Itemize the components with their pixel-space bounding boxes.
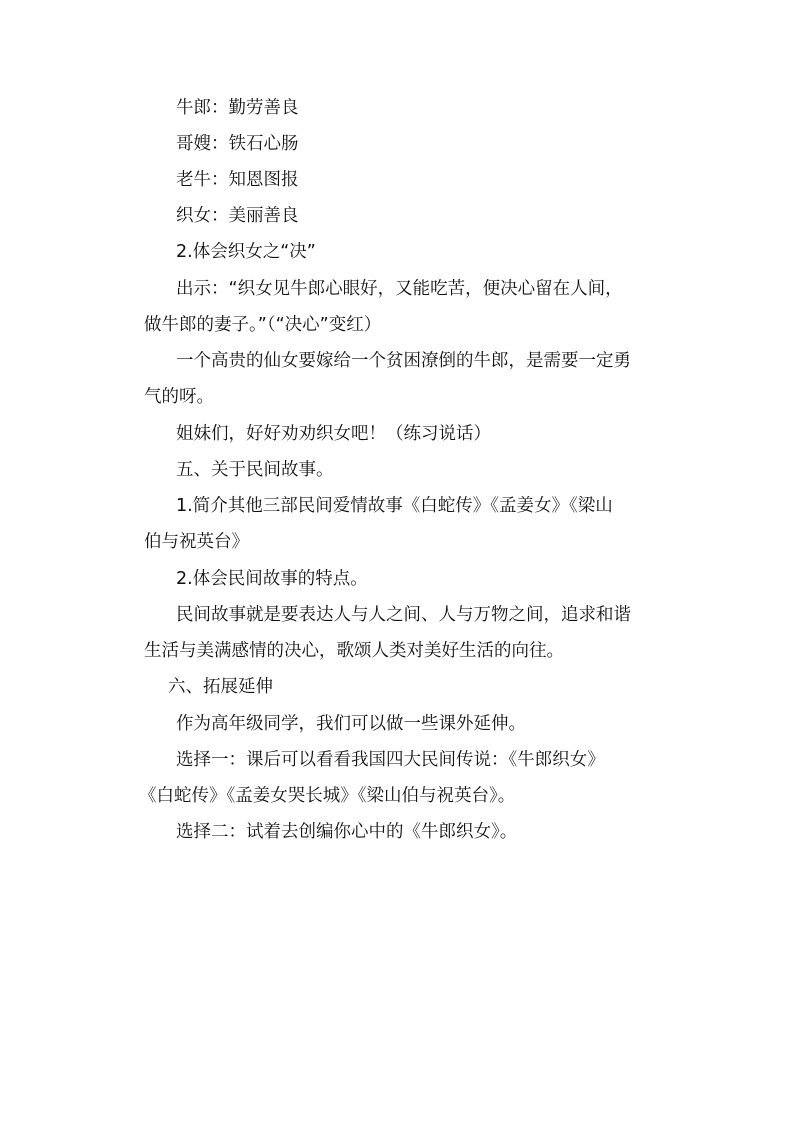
text-line: 姐妹们，好好劝劝织女吧！（练习说话）: [176, 424, 491, 444]
text-line: 2.体会织女之“决”: [176, 242, 316, 262]
text-line: 民间故事就是要表达人与人之间、人与万物之间，追求和谐: [176, 605, 631, 625]
section-heading: 五、关于民间故事。: [176, 460, 334, 480]
text-line: 做牛郎的妻子。”（“决心”变红）: [144, 315, 382, 335]
text-line: 生活与美满感情的决心，歌颂人类对美好生活的向往。: [144, 641, 564, 661]
section-heading: 六、拓展延伸: [168, 677, 273, 697]
text-line: 选择一：课后可以看看我国四大民间传说：《牛郎织女》: [176, 750, 605, 770]
text-line: 《白蛇传》《孟姜女哭长城》《梁山伯与祝英台》。: [139, 786, 516, 806]
text-line: 织女：美丽善良: [176, 206, 299, 226]
text-line: 牛郎：勤劳善良: [176, 98, 299, 118]
text-line: 1.简介其他三部民间爱情故事《白蛇传》《孟姜女》《梁山: [176, 496, 613, 516]
text-line: 哥嫂：铁石心肠: [176, 134, 299, 154]
text-line: 气的呀。: [144, 387, 214, 407]
text-line: 老牛：知恩图报: [176, 170, 299, 190]
text-line: 一个高贵的仙女要嫁给一个贫困潦倒的牛郎，是需要一定勇: [176, 351, 631, 371]
text-line: 伯与祝英台》: [144, 532, 249, 552]
text-line: 2.体会民间故事的特点。: [176, 569, 368, 589]
text-line: 作为高年级同学，我们可以做一些课外延伸。: [176, 714, 526, 734]
text-line: 选择二：试着去创编你心中的《牛郎织女》。: [176, 822, 518, 842]
text-line: 出示：“织女见牛郎心眼好，又能吃苦，便决心留在人间，: [176, 279, 623, 299]
